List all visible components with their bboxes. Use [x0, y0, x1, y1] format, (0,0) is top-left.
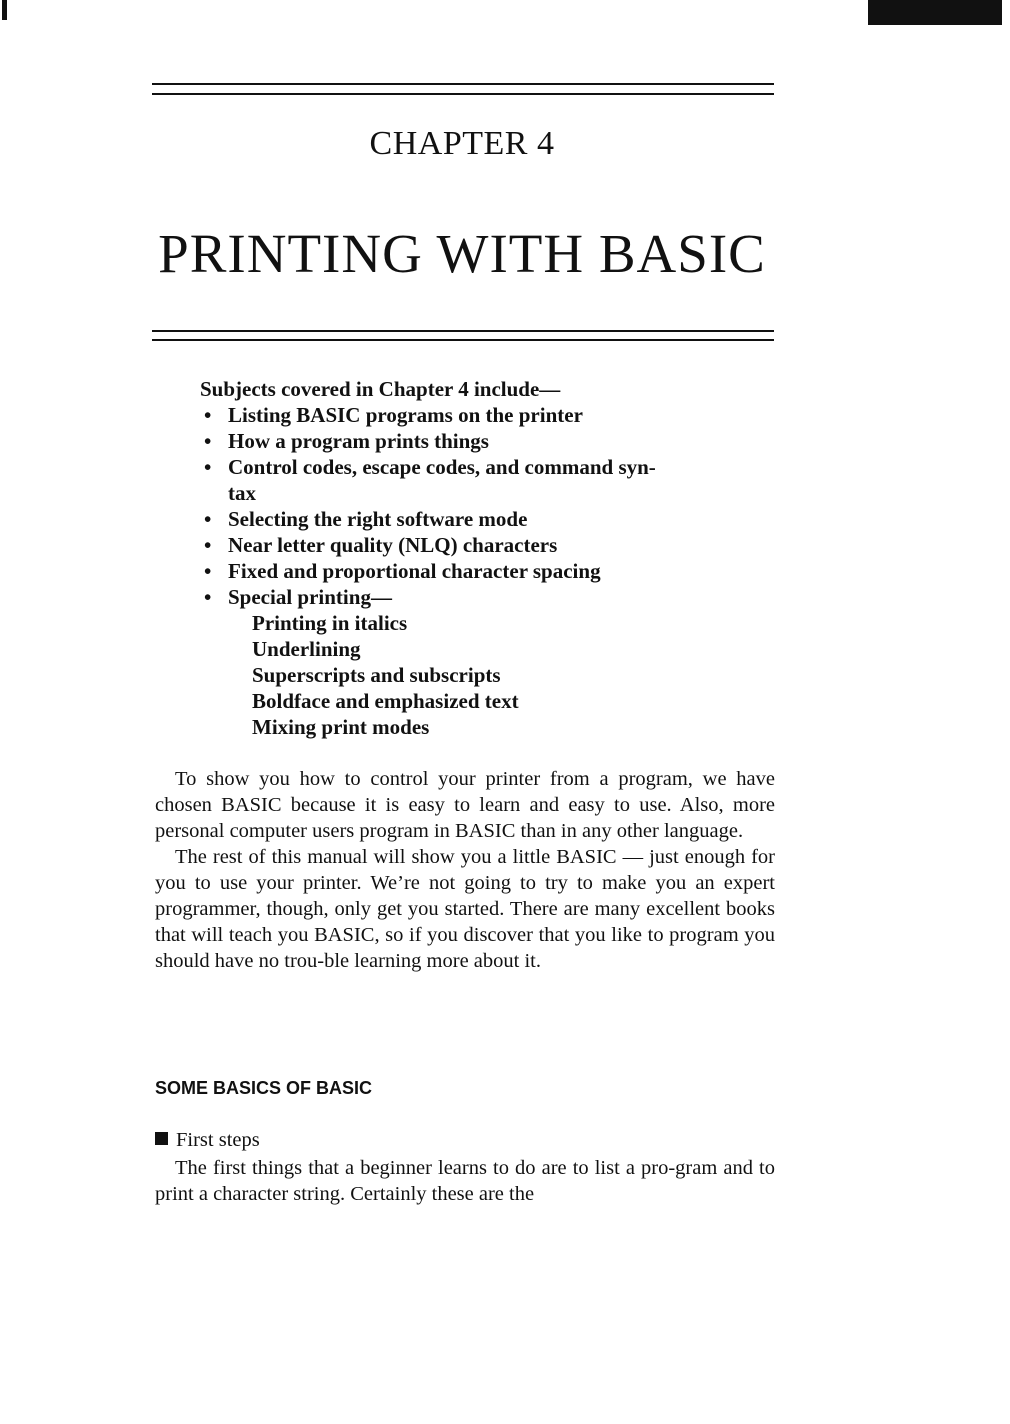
list-item: • Listing BASIC programs on the printer: [204, 403, 583, 427]
subheading: [155, 1129, 260, 1152]
mid-rule-lower: [152, 339, 774, 341]
chapter-label: CHAPTER 4: [369, 125, 555, 162]
bullet-icon: •: [204, 429, 212, 453]
list-item-continuation: tax: [228, 481, 256, 505]
sub-list-item: Mixing print modes: [252, 715, 430, 739]
sub-list-item: Underlining: [252, 637, 361, 661]
sub-list-item: Superscripts and subscripts: [252, 663, 501, 687]
sub-list-item: Printing in italics: [252, 611, 408, 635]
bullet-icon: •: [204, 533, 212, 557]
section-heading: SOME BASICS OF BASIC: [155, 1078, 373, 1098]
list-item: • Control codes, escape codes, and command syn-: [204, 455, 656, 479]
mid-rule-upper: [152, 330, 774, 332]
square-bullet-icon: [155, 1132, 168, 1145]
top-rule-upper: [152, 83, 774, 85]
bullet-icon: •: [204, 403, 212, 427]
chapter-title: PRINTING WITH BASIC: [158, 223, 766, 284]
bullet-icon: •: [204, 559, 212, 583]
list-item: • Fixed and proportional character spacing: [204, 559, 601, 583]
list-item: • Near letter quality (NLQ) characters: [204, 533, 558, 557]
subjects-lead: Subjects covered in Chapter 4 include—: [200, 377, 561, 401]
subheading-text: First steps: [176, 1129, 260, 1151]
bullet-icon: •: [204, 585, 212, 609]
subjects-list: [200, 376, 800, 740]
section-text: [155, 1155, 775, 1207]
list-item: • How a program prints things: [204, 429, 489, 453]
top-rule-lower: [152, 93, 774, 95]
intro-paragraph-1: To show you how to control your printer from a program, we have chosen BASIC because it is easy to learn and easy to use. Also, more personal computer users program in BASIC than in any other language.: [155, 768, 775, 842]
intro-paragraph-2: The rest of this manual will show you a little BASIC — just enough for you to use your printer. We’re not going to try to make you an expert programmer, though, only get you started. There are many excellent books that will teach you BASIC, so if you discover that you like to program you should have no trou-ble learning more about it.: [155, 846, 775, 972]
bullet-icon: •: [204, 507, 212, 531]
scan-mark-right: [868, 0, 1002, 25]
list-item: • Special printing—: [204, 585, 392, 609]
list-item: • Selecting the right software mode: [204, 507, 528, 531]
intro-text: [155, 766, 775, 974]
bullet-icon: •: [204, 455, 212, 479]
sub-list-item: Boldface and emphasized text: [252, 689, 519, 713]
section-paragraph: The first things that a beginner learns to do are to list a pro-gram and to print a character string. Certainly these are the: [155, 1157, 775, 1205]
scan-mark-left: [2, 0, 7, 20]
